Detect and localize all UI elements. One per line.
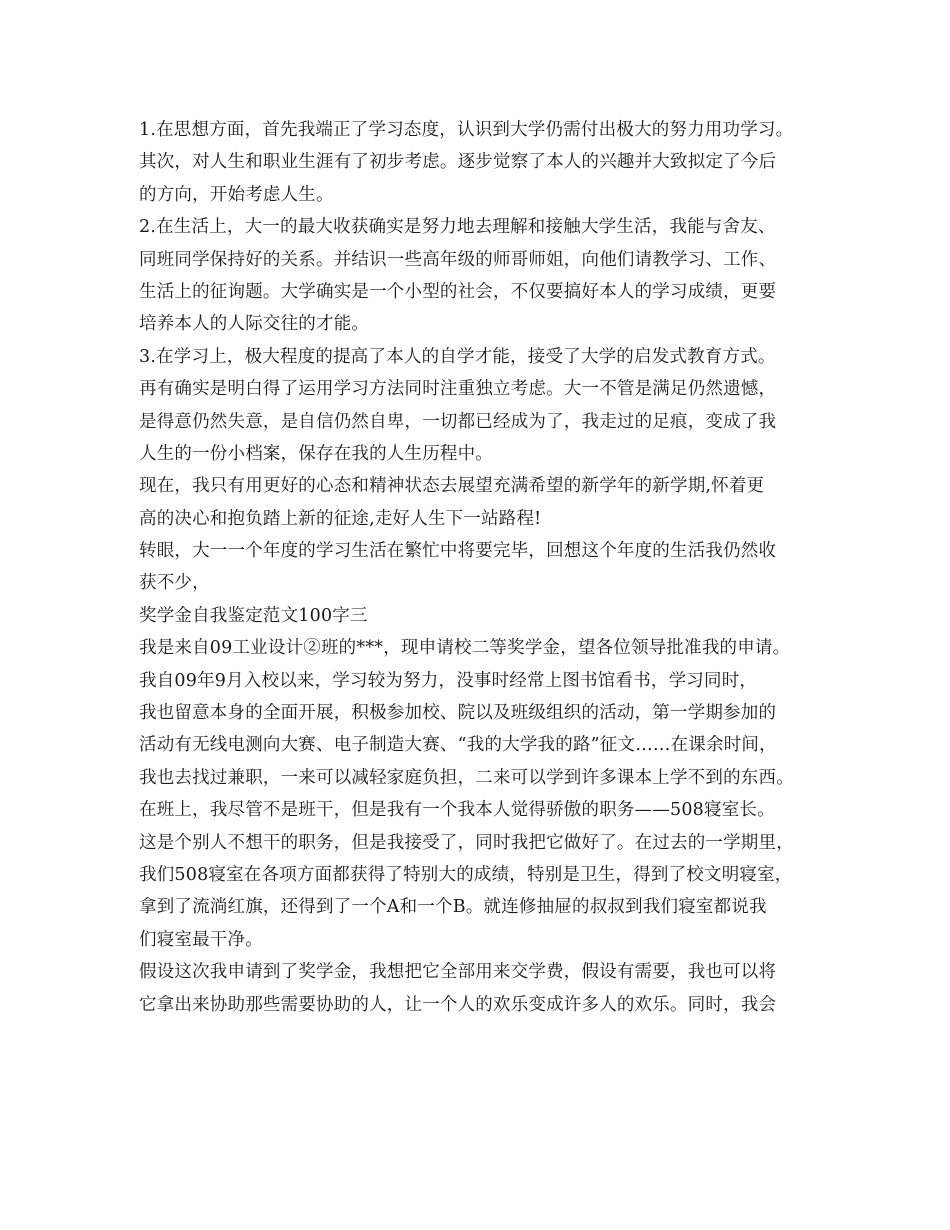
text-line: 同班同学保持好的关系。并结识一些高年级的师哥师姐，向他们请教学习、工作、 [139,249,777,270]
text-line: 们寝室最干净。 [139,929,263,950]
text-line: 我是来自09工业设计②班的***，现申请校二等奖学金，望各位领导批准我的申请。 [139,638,791,659]
text-line: 现在，我只有用更好的心态和精神状态去展望充满希望的新学年的新学期,怀着更 [139,476,765,497]
text-line: 拿到了流淌红旗，还得到了一个A和一个B。就连修抽屉的叔叔到我们寝室都说我 [139,897,767,918]
text-line: 获不少， [139,573,210,594]
text-line: 其次，对人生和职业生涯有了初步考虑。逐步觉察了本人的兴趣并大致拟定了今后 [139,152,777,173]
text-line: 我们508寝室在各项方面都获得了特别大的成绩，特别是卫生，得到了校文明寝室， [139,864,793,885]
text-line: 人生的一份小档案，保存在我的人生历程中。 [139,443,493,464]
text-line: 再有确实是明白得了运用学习方法同时注重独立考虑。大一不管是满足仍然遗憾， [139,379,777,400]
text-line: 它拿出来协助那些需要协助的人，让一个人的欢乐变成许多人的欢乐。同时，我会 [139,994,777,1015]
text-line: 在班上，我尽管不是班干，但是我有一个我本人觉得骄傲的职务——508寝室长。 [139,800,775,821]
text-line: 活动有无线电测向大赛、电子制造大赛、“我的大学我的路”征文……在课余时间， [139,735,777,756]
section-heading: 奖学金自我鉴定范文100字三 [139,605,368,626]
text-line: 假设这次我申请到了奖学金，我想把它全部用来交学费，假设有需要，我也可以将 [139,962,777,983]
document-body [139,114,839,1021]
text-line: 转眼，大一一个年度的学习生活在繁忙中将要完毕，回想这个年度的生活我仍然收 [139,541,777,562]
text-line: 我自09年9月入校以来，学习较为努力，没事时经常上图书馆看书，学习同时， [139,670,758,691]
text-line: 我也去找过兼职，一来可以减轻家庭负担，二来可以学到许多课本上学不到的东西。 [139,767,794,788]
text-line: 3.在学习上，极大程度的提高了本人的自学才能，接受了大学的启发式教育方式。 [139,346,776,367]
text-line: 生活上的征询题。大学确实是一个小型的社会，不仅要搞好本人的学习成绩，更要 [139,281,777,302]
text-line: 培养本人的人际交往的才能。 [139,314,370,335]
text-line: 2.在生活上，大一的最大收获确实是努力地去理解和接触大学生活，我能与舍友、 [139,217,776,238]
text-line: 1.在思想方面，首先我端正了学习态度，认识到大学仍需付出极大的努力用功学习。 [139,120,794,140]
text-line: 这是个别人不想干的职务，但是我接受了，同时我把它做好了。在过去的一学期里， [139,832,794,853]
text-line: 高的决心和抱负踏上新的征途,走好人生下一站路程! [139,508,542,529]
text-line: 我也留意本身的全面开展，积极参加校、院以及班级组织的活动，第一学期参加的 [139,703,777,724]
text-line: 是得意仍然失意，是自信仍然自卑，一切都已经成为了，我走过的足痕，变成了我 [139,411,777,432]
text-line: 的方向，开始考虑人生。 [139,184,334,205]
